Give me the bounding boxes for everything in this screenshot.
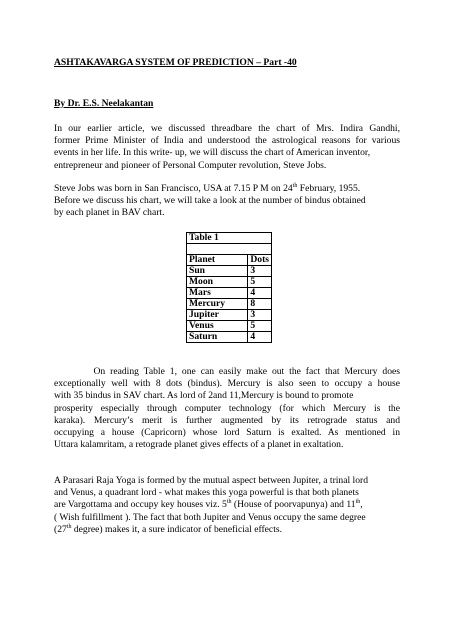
yoga-paragraph [54, 475, 400, 536]
paragraph-line: A Parasari Raja Yoga is formed by the mutual aspect between Jupiter, a trinal lord [54, 475, 368, 486]
paragraph-line: ( Wish fulfillment ). The fact that both Jupiter and Venus occupy the same degree [54, 511, 366, 523]
planet-cell: Venus [187, 321, 248, 332]
dots-cell: 4 [248, 332, 272, 343]
ordinal-suffix: th [226, 499, 232, 506]
table-row [187, 310, 272, 321]
table-header-row [187, 255, 272, 266]
ordinal-suffix: th [66, 523, 72, 530]
paragraph-line: prosperity especially through computer technology (for which Mercury is the [54, 402, 400, 414]
planet-cell: Mercury [187, 299, 248, 310]
table-row [187, 321, 272, 332]
intro-paragraph [54, 123, 400, 172]
paragraph-line: karaka). Mercury’s merit is further augmented by its retrograde status and [54, 414, 400, 426]
table-spacer [187, 244, 272, 255]
planet-cell: Saturn [187, 332, 248, 343]
paragraph-line: exceptionally well with 8 dots (bindus). Mercury is also seen to occupy a house [54, 378, 400, 390]
dots-cell: 5 [248, 277, 272, 288]
paragraph-line: events in her life. In this write- up, we will discuss the chart of American inventor, [54, 147, 371, 159]
analysis-paragraph [54, 366, 400, 451]
table-caption: Table 1 [187, 233, 272, 244]
paragraph-line: In our earlier article, we discussed threadbare the chart of Mrs. Indira Gandhi, [54, 123, 400, 134]
paragraph-line: On reading Table 1, one can easily make out the fact that Mercury does [54, 366, 400, 377]
ordinal-suffix: th [292, 183, 298, 189]
planet-dots-table [186, 232, 272, 343]
planet-cell: Jupiter [187, 310, 248, 321]
yoga-text: (House of poorvapunya) and 11 [231, 499, 356, 511]
yoga-text: are Vargottama and occupy key houses viz. 5 [54, 499, 227, 511]
header-planet: Planet [187, 255, 248, 266]
dots-cell: 5 [248, 321, 272, 332]
paragraph-line [54, 524, 400, 536]
birth-date-text: February, 1955. [297, 183, 361, 194]
dots-cell: 3 [248, 310, 272, 321]
table-row [187, 332, 272, 343]
paragraph-line [54, 183, 400, 195]
header-dots: Dots [248, 255, 272, 266]
paragraph-line: and Venus, a quadrant lord - what makes this yoga powerful is that both planets [54, 487, 359, 499]
birth-text: Steve Jobs was born in San Francisco, USA at 7.15 P M on 24 [54, 183, 293, 194]
planet-cell: Sun [187, 266, 248, 277]
paragraph-line: Uttara kalamritam, a retograde planet gives effects of a planet in exaltation. [54, 439, 344, 451]
paragraph-line: by each planet in BAV chart. [54, 207, 165, 219]
birth-paragraph [54, 183, 400, 220]
paragraph-line [54, 499, 400, 511]
paragraph-line: former Prime Minister of India and understood the astrological reasons for various [54, 135, 400, 147]
table-row [187, 266, 272, 277]
table-row [187, 288, 272, 299]
table-row [187, 299, 272, 310]
ordinal-suffix: th [355, 499, 361, 506]
table-row [187, 277, 272, 288]
yoga-text: degree) makes it, a sure indicator of beneficial effects. [71, 523, 282, 535]
dots-cell: 8 [248, 299, 272, 310]
dots-cell: 4 [248, 288, 272, 299]
article-title: ASHTAKAVARGA SYSTEM OF PREDICTION – Part -40 [54, 57, 297, 68]
dots-cell: 3 [248, 266, 272, 277]
paragraph-line: occupying a house (Capricorn) whose lord Saturn is exalted. As mentioned in [54, 427, 400, 439]
article-author: By Dr. E.S. Neelakantan [54, 98, 154, 109]
planet-cell: Moon [187, 277, 248, 288]
planet-cell: Mars [187, 288, 248, 299]
paragraph-line: with 35 bindus in SAV chart. As lord of 2and 11,Mercury is bound to promote [54, 390, 354, 402]
yoga-text: (27 [54, 523, 67, 535]
yoga-text: , [360, 499, 363, 511]
paragraph-line: entrepreneur and pioneer of Personal Computer revolution, Steve Jobs. [54, 159, 327, 171]
paragraph-line: Before we discuss his chart, we will take a look at the number of bindus obtained [54, 195, 366, 207]
